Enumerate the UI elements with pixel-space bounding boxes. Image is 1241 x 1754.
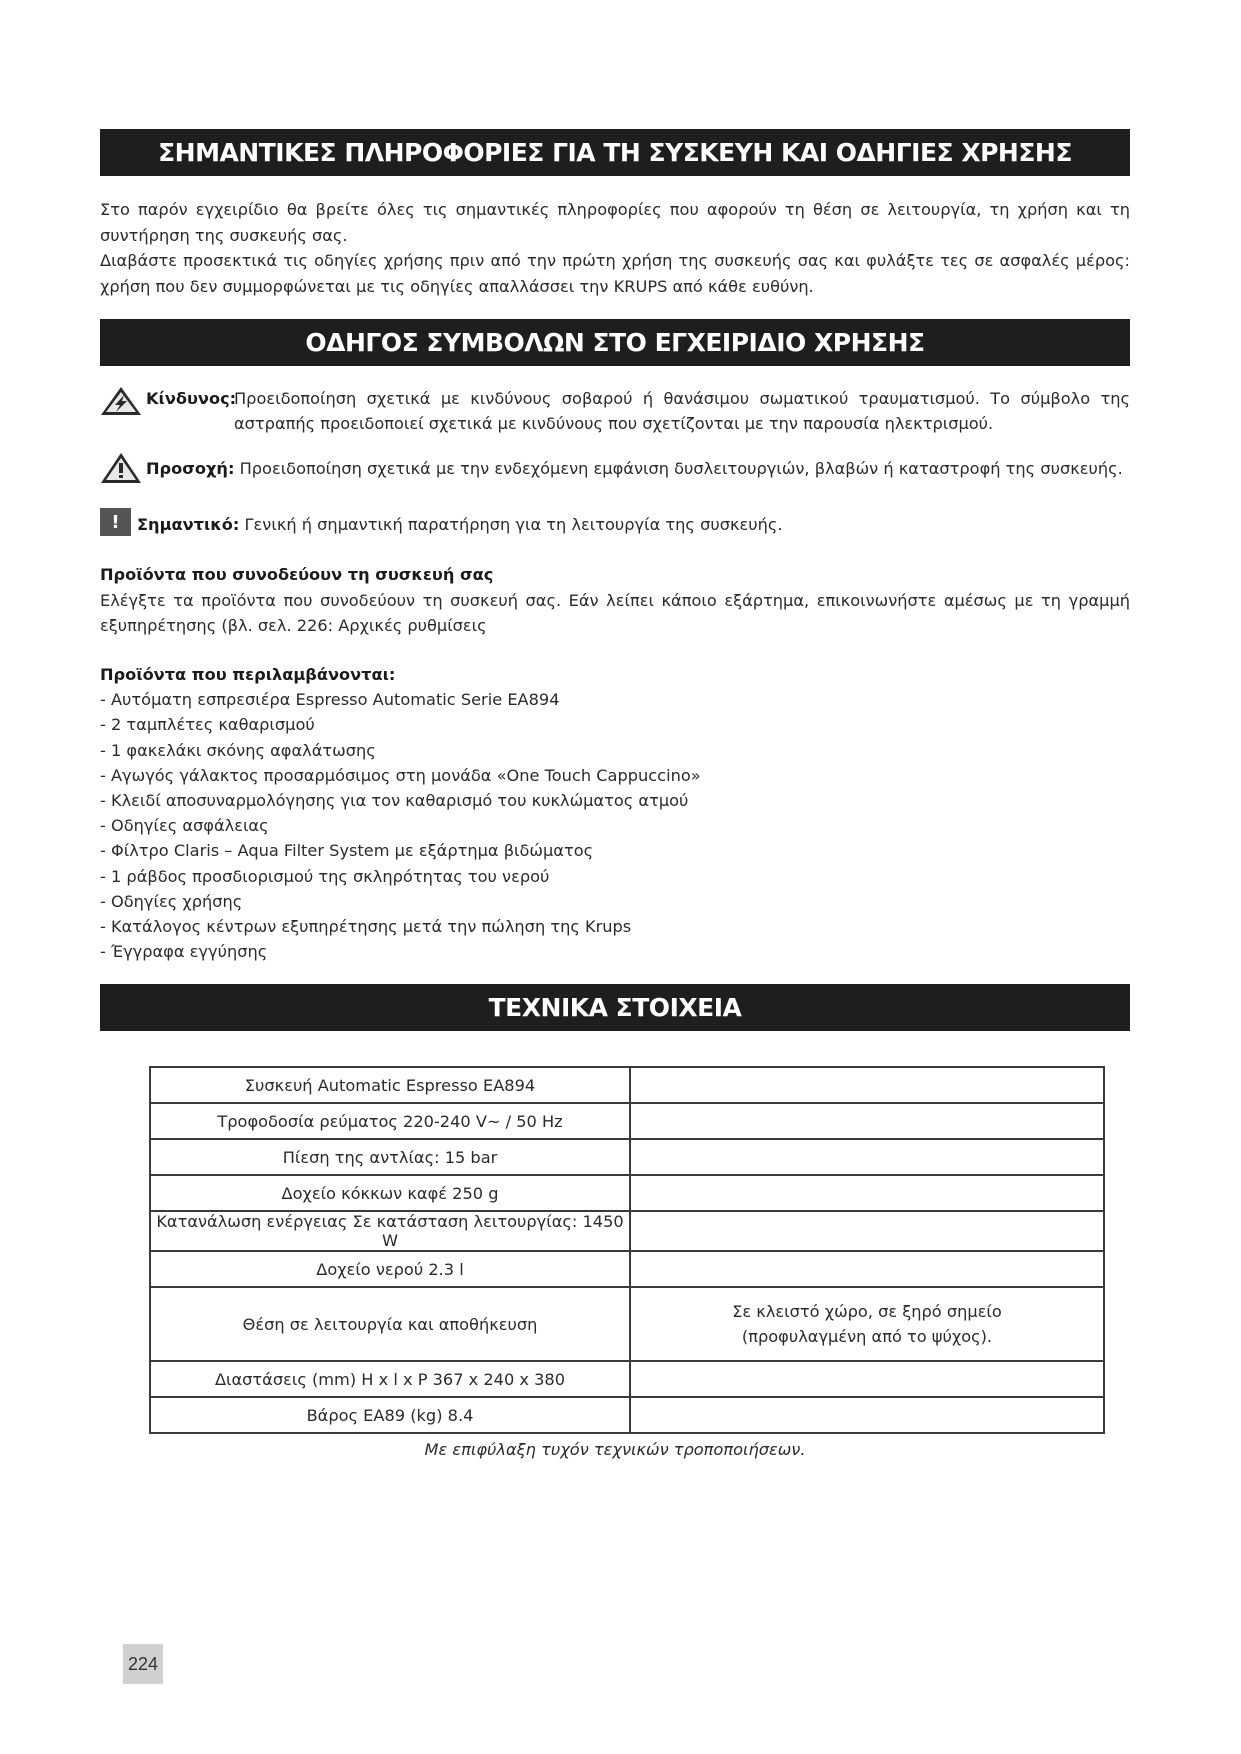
technical-note: Με επιφύλαξη τυχόν τεχνικών τροποποιήσεων. [424,1440,806,1459]
accessories-block [100,562,1130,639]
spec-value-cell [630,1175,1104,1211]
caution-text: Προειδοποίηση σχετικά με την ενδεχόμενη εμφάνιση δυσλειτουργιών, βλαβών ή καταστροφή της συσκευής. [239,459,1123,478]
list-item: - Κλειδί αποσυναρμολόγησης για τον καθαρισμό του κυκλώματος ατμού [100,791,689,811]
included-heading: Προϊόντα που περιλαμβάνονται: [100,665,396,684]
section-title-symbols [100,319,1130,366]
page-number: 224 [123,1644,163,1684]
section-title-technical [100,984,1130,1031]
spec-value-cell [630,1211,1104,1251]
list-item: - Κατάλογος κέντρων εξυπηρέτησης μετά την πώληση της Krups [100,917,632,937]
accessories-heading: Προϊόντα που συνοδεύουν τη συσκευή σας [100,565,494,584]
spec-cell: Τροφοδοσία ρεύματος 220-240 V~ / 50 Hz [150,1103,630,1139]
table-row [150,1139,1104,1175]
spec-cell: Κατανάλωση ενέργειας Σε κατάσταση λειτουργίας: 1450 W [150,1211,630,1251]
list-item: - Οδηγίες ασφάλειας [100,816,269,836]
table-row [150,1251,1104,1287]
technical-specs-table [149,1066,1105,1434]
spec-cell: Βάρος EA89 (kg) 8.4 [150,1397,630,1433]
list-item: - 1 ράβδος προσδιορισμού της σκληρότητας του νερού [100,866,550,886]
caution-label: Προσοχή: [146,459,235,478]
section-title-text: ΟΔΗΓΟΣ ΣΥΜΒΟΛΩΝ ΣΤΟ ΕΓΧΕΙΡΙΔΙΟ ΧΡΗΣΗΣ [305,328,925,357]
spec-cell: Πίεση της αντλίας: 15 bar [150,1139,630,1175]
list-item: - Αγωγός γάλακτος προσαρμόσιμος στη μονάδα «One Touch Cappuccino» [100,765,701,785]
intro-paragraphs [100,197,1130,299]
table-row [150,1175,1104,1211]
danger-label: Κίνδυνος: [146,389,237,408]
section-title-important-info [100,129,1130,176]
exclamation-box-icon: ! [100,508,131,536]
warning-triangle-icon [100,452,142,491]
table-row [150,1067,1104,1103]
accessories-text: Ελέγξτε τα προϊόντα που συνοδεύουν τη συσκευή σας. Εάν λείπει κάποιο εξάρτημα, επικοινωνήστε αμέσως με τη γραμμή εξυπηρέτησης (βλ. σελ. 226: Αρχικές ρυθμίσεις [100,590,1130,635]
table-row [150,1361,1104,1397]
symbol-danger [100,386,1130,438]
table-row [150,1287,1104,1361]
list-item: - 2 ταμπλέτες καθαρισμού [100,715,315,735]
intro-paragraph-1: Στο παρόν εγχειρίδιο θα βρείτε όλες τις σημαντικές πληροφορίες που αφορούν τη θέση σε λειτουργία, τη χρήση και τη συντήρηση της συσκευής σας. [100,200,1130,245]
section-title-text: ΣΗΜΑΝΤΙΚΕΣ ΠΛΗΡΟΦΟΡΙΕΣ ΓΙΑ ΤΗ ΣΥΣΚΕΥΗ ΚΑΙ ΟΔΗΓΙΕΣ ΧΡΗΣΗΣ [158,138,1072,167]
list-item: - Οδηγίες χρήσης [100,891,243,911]
table-row [150,1211,1104,1251]
list-item: - Έγγραφα εγγύησης [100,942,268,962]
spec-value-cell [630,1361,1104,1397]
included-list [100,687,1130,964]
spec-value-cell [630,1397,1104,1433]
spec-cell: Δοχείο νερού 2.3 l [150,1251,630,1287]
table-row [150,1397,1104,1433]
table-row [150,1103,1104,1139]
spec-value-cell [630,1139,1104,1175]
spec-cell: Συσκευή Automatic Espresso EA894 [150,1067,630,1103]
list-item: - 1 φακελάκι σκόνης αφαλάτωσης [100,740,376,760]
intro-paragraph-2: Διαβάστε προσεκτικά τις οδηγίες χρήσης πριν από την πρώτη χρήση της συσκευής σας και φυλάξτε τες σε ασφαλές μέρος: χρήση που δεν συμμορφώνεται με τις οδηγίες απαλλάσσει την KRUPS από κάθε ευθύνη. [100,251,1130,296]
section-title-text: ΤΕΧΝΙΚΑ ΣΤΟΙΧΕΙΑ [488,993,742,1022]
spec-cell: Διαστάσεις (mm) H x l x P 367 x 240 x 380 [150,1361,630,1397]
symbol-important [100,508,1130,538]
important-text: Γενική ή σημαντική παρατήρηση για τη λειτουργία της συσκευής. [244,515,783,534]
spec-cell: Θέση σε λειτουργία και αποθήκευση [150,1287,630,1361]
list-item: - Αυτόματη εσπρεσιέρα Espresso Automatic Serie EA894 [100,690,560,710]
spec-value-cell [630,1103,1104,1139]
spec-value-cell [630,1251,1104,1287]
spec-value-cell [630,1067,1104,1103]
important-label: Σημαντικό: [137,515,240,534]
symbol-caution [100,452,1130,482]
list-item: - Φίλτρο Claris – Aqua Filter System με εξάρτημα βιδώματος [100,841,594,861]
spec-cell: Δοχείο κόκκων καφέ 250 g [150,1175,630,1211]
danger-text: Προειδοποίηση σχετικά με κινδύνους σοβαρού ή θανάσιμου σωματικού τραυματισμού. Το σύμβολο της αστραπής προειδοποιεί σχετικά με κινδύνους που σχετίζονται με την παρουσία ηλεκτρισμού. [234,389,1130,433]
included-products [100,662,1130,964]
lightning-warning-icon [100,386,142,423]
spec-value-cell: Σε κλειστό χώρο, σε ξηρό σημείο (προφυλαγμένη από το ψύχος). [630,1287,1104,1361]
